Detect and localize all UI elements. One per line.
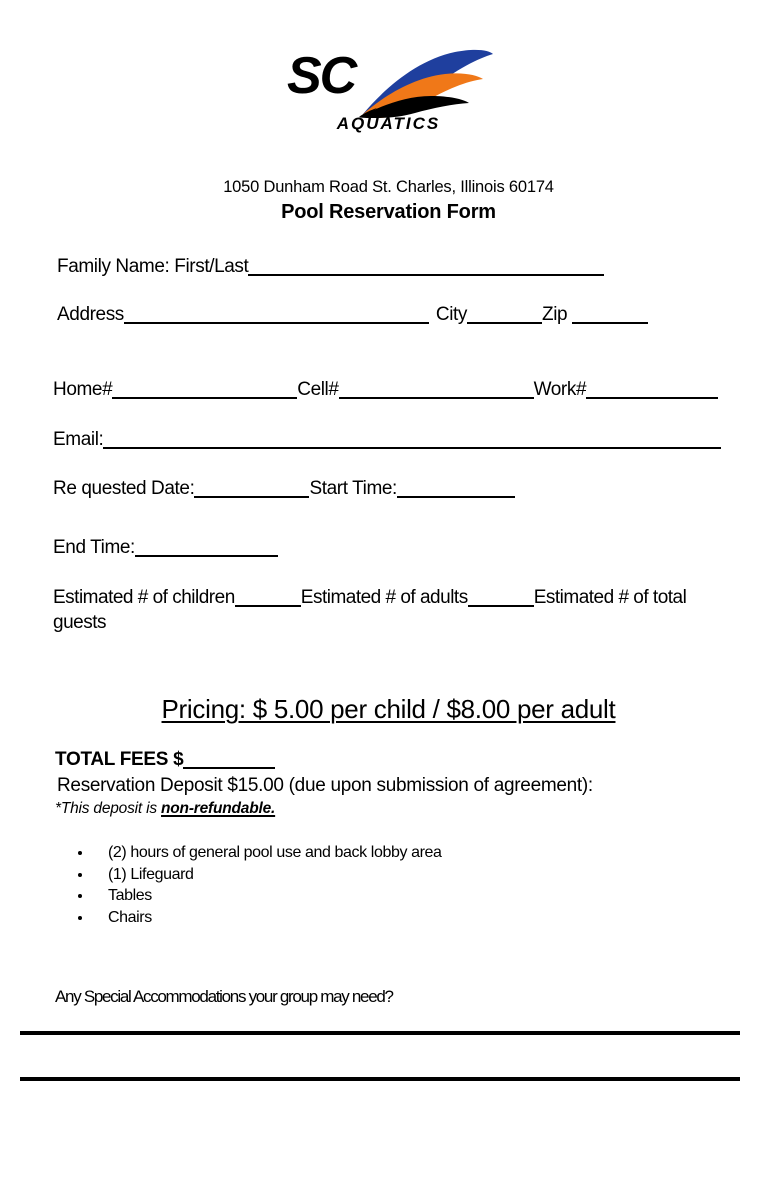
reservation-deposit-text: Reservation Deposit $15.00 (due upon submission of agreement):	[57, 775, 593, 796]
field-row-estimated-counts	[53, 585, 731, 635]
email-label: Email:	[53, 429, 104, 450]
field-row-address	[57, 303, 648, 327]
total-fees-row	[55, 749, 275, 771]
estimated-children-blank[interactable]	[235, 590, 301, 607]
zip-label: Zip	[542, 304, 573, 325]
sc-aquatics-logo	[0, 48, 777, 145]
estimated-children-label: Estimated # of children	[53, 587, 235, 608]
field-row-family-name	[57, 255, 604, 279]
work-phone-label: Work#	[533, 379, 587, 400]
city-label: City	[435, 304, 468, 325]
accommodations-write-line-1[interactable]	[20, 1031, 740, 1035]
field-row-requested-date	[53, 477, 515, 501]
total-fees-label: TOTAL FEES $	[55, 749, 184, 770]
pricing-text: Pricing: $ 5.00 per child / $8.00 per adult	[161, 694, 616, 724]
field-row-email	[53, 428, 721, 452]
end-time-label: End Time:	[53, 537, 135, 558]
business-address: 1050 Dunham Road St. Charles, Illinois 60174	[223, 178, 554, 196]
accommodations-write-line-2[interactable]	[20, 1077, 740, 1081]
wave-swoosh-icon	[359, 48, 494, 118]
field-row-end-time	[53, 536, 278, 560]
non-refundable-emphasis: non-refundable.	[161, 800, 276, 817]
included-items-list	[74, 842, 442, 928]
cell-phone-blank[interactable]	[339, 382, 534, 399]
city-blank[interactable]	[467, 307, 542, 324]
family-name-label: Family Name: First/Last	[57, 256, 249, 277]
page-title: Pool Reservation Form	[281, 201, 496, 223]
estimated-total-label: Estimated # of total guests	[53, 587, 687, 633]
requested-date-label: Re quested Date:	[53, 478, 195, 499]
non-refundable-note	[55, 800, 275, 818]
special-accommodations-question: Any Special Accommodations your group may need?	[55, 987, 393, 1006]
list-item: Chairs	[74, 907, 442, 929]
logo-monogram-text: SC	[287, 47, 356, 105]
address-blank[interactable]	[124, 307, 429, 324]
requested-date-blank[interactable]	[194, 481, 309, 498]
pricing-heading	[0, 694, 777, 725]
list-item: Tables	[74, 885, 442, 907]
list-item: (2) hours of general pool use and back lobby area	[74, 842, 442, 864]
estimated-adults-blank[interactable]	[468, 590, 534, 607]
start-time-label: Start Time:	[309, 478, 397, 499]
home-phone-blank[interactable]	[112, 382, 297, 399]
start-time-blank[interactable]	[397, 481, 515, 498]
email-blank[interactable]	[103, 432, 721, 449]
total-fees-blank[interactable]	[183, 752, 275, 769]
logo-wordmark-text: AQUATICS	[336, 114, 441, 133]
field-row-phone-numbers	[53, 378, 718, 402]
zip-blank[interactable]	[572, 307, 648, 324]
non-refundable-prefix: *This deposit is	[55, 800, 162, 817]
logo-inner	[281, 48, 496, 140]
end-time-blank[interactable]	[135, 540, 278, 557]
family-name-blank[interactable]	[248, 259, 604, 276]
home-phone-label: Home#	[53, 379, 113, 400]
list-item: (1) Lifeguard	[74, 864, 442, 886]
estimated-adults-label: Estimated # of adults	[300, 587, 468, 608]
cell-phone-label: Cell#	[297, 379, 339, 400]
address-label: Address	[57, 304, 124, 325]
work-phone-blank[interactable]	[586, 382, 718, 399]
